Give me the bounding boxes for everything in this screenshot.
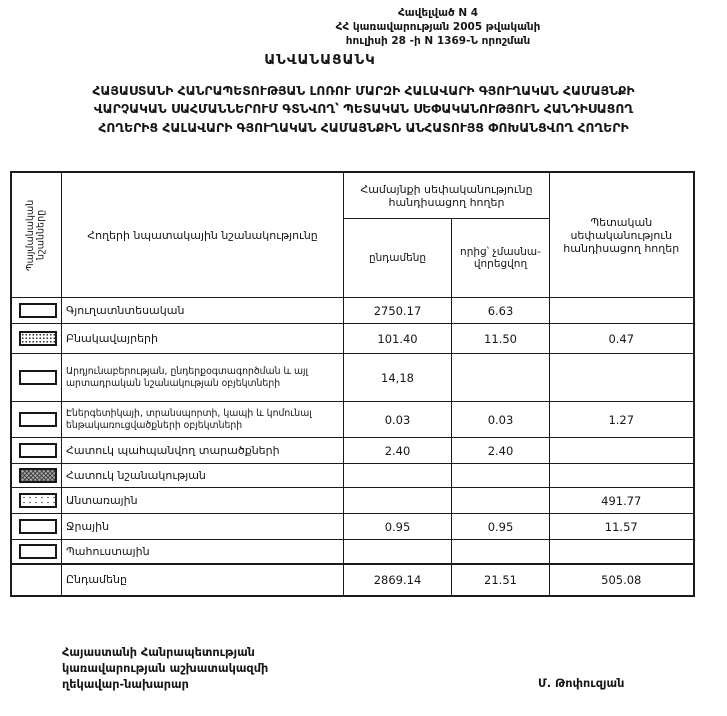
community-total-cell: [344, 488, 452, 514]
land-purpose-cell: Հատուկ նշանակության: [62, 464, 344, 488]
non-privatized-cell: [452, 464, 550, 488]
state-owned-cell: [550, 298, 694, 324]
land-purpose-cell: Հատուկ պահպանվող տարածքների: [62, 438, 344, 464]
non-privatized-cell: [452, 354, 550, 402]
legend-cell: [11, 488, 62, 514]
non-privatized-cell: 11.50: [452, 324, 550, 354]
state-owned-cell: [550, 540, 694, 564]
table-row: [11, 540, 694, 564]
state-owned-cell: 491.77: [550, 488, 694, 514]
state-owned-cell: 0.47: [550, 324, 694, 354]
legend-swatch-icon: [19, 468, 57, 483]
community-total-cell: 2.40: [344, 438, 452, 464]
state-owned-cell: [550, 354, 694, 402]
total-label-cell: Ընդամենը: [62, 564, 344, 596]
table-row: [11, 464, 694, 488]
legend-cell: [11, 298, 62, 324]
non-privatized-cell: 0.95: [452, 514, 550, 540]
column-header-signs: [11, 172, 62, 298]
community-total-cell: 14,18: [344, 354, 452, 402]
non-privatized-cell: [452, 540, 550, 564]
state-owned-cell: [550, 438, 694, 464]
non-privatized-cell: [452, 488, 550, 514]
signatory-name: Մ. Թոփուզյան: [538, 677, 625, 690]
table-row: [11, 298, 694, 324]
table-header-row: [11, 172, 694, 219]
table-row: [11, 402, 694, 438]
legend-swatch-icon: [19, 303, 57, 318]
non-privatized-cell: 2.40: [452, 438, 550, 464]
community-total-cell: [344, 464, 452, 488]
state-owned-sum-cell: 505.08: [550, 564, 694, 596]
annex-line: ՀՀ կառավարության 2005 թվականի: [335, 21, 541, 34]
legend-swatch-icon: [19, 370, 57, 385]
column-header-of-which: որից՝ չմասնա-վորեցվող: [452, 219, 550, 298]
annex-reference: [292, 6, 584, 49]
subtitle-line: ՎԱՐՉԱԿԱՆ ՍԱՀՄԱՆՆԵՐՈՒՄ ԳՏՆՎՈՂ՝ ՊԵՏԱԿԱՆ ՍԵՓԱԿԱՆՈՒԹՅՈՒՆ ՀԱՆԴԻՍԱՑՈՂ: [93, 102, 634, 117]
legend-cell: [11, 324, 62, 354]
subtitle-line: ՀՈՂԵՐԻՑ ՀԱԼԱՎԱՐԻ ԳՅՈՒՂԱԿԱՆ ՀԱՄԱՅՆՔԻՆ ԱՆՀԱՏՈՒՅՑ ՓՈԽԱՆՑՎՈՂ ՀՈՂԵՐԻ: [98, 120, 629, 135]
legend-cell: [11, 464, 62, 488]
table-row: [11, 438, 694, 464]
community-total-cell: 2750.17: [344, 298, 452, 324]
land-purpose-cell: Գյուղատնտեսական: [62, 298, 344, 324]
legend-cell: [11, 354, 62, 402]
legend-swatch-icon: [19, 519, 57, 534]
legend-cell: [11, 540, 62, 564]
legend-swatch-icon: [19, 331, 57, 346]
land-purpose-cell: Անտառային: [62, 488, 344, 514]
legend-swatch-icon: [19, 544, 57, 559]
legend-cell: [11, 438, 62, 464]
land-purpose-cell: Արդյունաբերության, ընդերքօգտագործման և այլ արտադրական նշանակության օբյեկտների: [62, 354, 344, 402]
non-privatized-sum-cell: 21.51: [452, 564, 550, 596]
non-privatized-cell: 6.63: [452, 298, 550, 324]
legend-swatch-icon: [19, 443, 57, 458]
column-header-purpose: Հողերի նպատակային նշանակությունը: [62, 172, 344, 298]
signatory-title: [62, 645, 268, 692]
state-owned-cell: [550, 464, 694, 488]
state-owned-cell: 11.57: [550, 514, 694, 540]
legend-cell: [11, 514, 62, 540]
community-total-cell: [344, 540, 452, 564]
community-total-sum-cell: 2869.14: [344, 564, 452, 596]
non-privatized-cell: 0.03: [452, 402, 550, 438]
state-owned-cell: 1.27: [550, 402, 694, 438]
page-title: ԱՆՎԱՆԱՑԱՆԿ: [264, 52, 376, 68]
column-header-state: Պետական սեփականություն հանդիսացող հողեր: [550, 172, 694, 298]
community-total-cell: 101.40: [344, 324, 452, 354]
legend-swatch-icon: [19, 493, 57, 508]
annex-line: Հավելված N 4: [397, 7, 479, 19]
legend-swatch-icon: [19, 412, 57, 427]
signatory-title-line: կառավարության աշխատակազմի: [62, 661, 269, 675]
table-row: [11, 488, 694, 514]
community-total-cell: 0.95: [344, 514, 452, 540]
column-header-signs-label: Պայմանական նշանները: [25, 199, 47, 271]
table-row: [11, 514, 694, 540]
signatory-title-line: ղեկավար-նախարար: [62, 677, 189, 691]
land-table: [10, 171, 695, 597]
legend-cell: [11, 402, 62, 438]
annex-line: հուլիսի 28 -ի N 1369-Ն որոշման: [345, 35, 531, 48]
column-header-community-group: Համայնքի սեփականությունը հանդիսացող հողեր: [344, 172, 550, 219]
legend-cell: [11, 564, 62, 596]
table-total-row: [11, 564, 694, 596]
signatory-title-line: Հայաստանի Հանրապետության: [62, 646, 255, 659]
land-purpose-cell: Ջրային: [62, 514, 344, 540]
subtitle-line: ՀԱՅԱՍՏԱՆԻ ՀԱՆՐԱՊԵՏՈՒԹՅԱՆ ԼՈՌՈՒ ՄԱՐԶԻ ՀԱԼԱՎԱՐԻ ԳՅՈՒՂԱԿԱՆ ՀԱՄԱՅՆՔԻ: [92, 84, 635, 98]
community-total-cell: 0.03: [344, 402, 452, 438]
document-subtitle: [0, 82, 727, 137]
column-header-total: ընդամենը: [344, 219, 452, 298]
table-row: [11, 324, 694, 354]
land-purpose-cell: Պահուստային: [62, 540, 344, 564]
land-purpose-cell: Էներգետիկայի, տրանսպորտի, կապի և կոմունալ ենթակառուցվածքների օբյեկտների: [62, 402, 344, 438]
land-purpose-cell: Բնակավայրերի: [62, 324, 344, 354]
table-row: [11, 354, 694, 402]
